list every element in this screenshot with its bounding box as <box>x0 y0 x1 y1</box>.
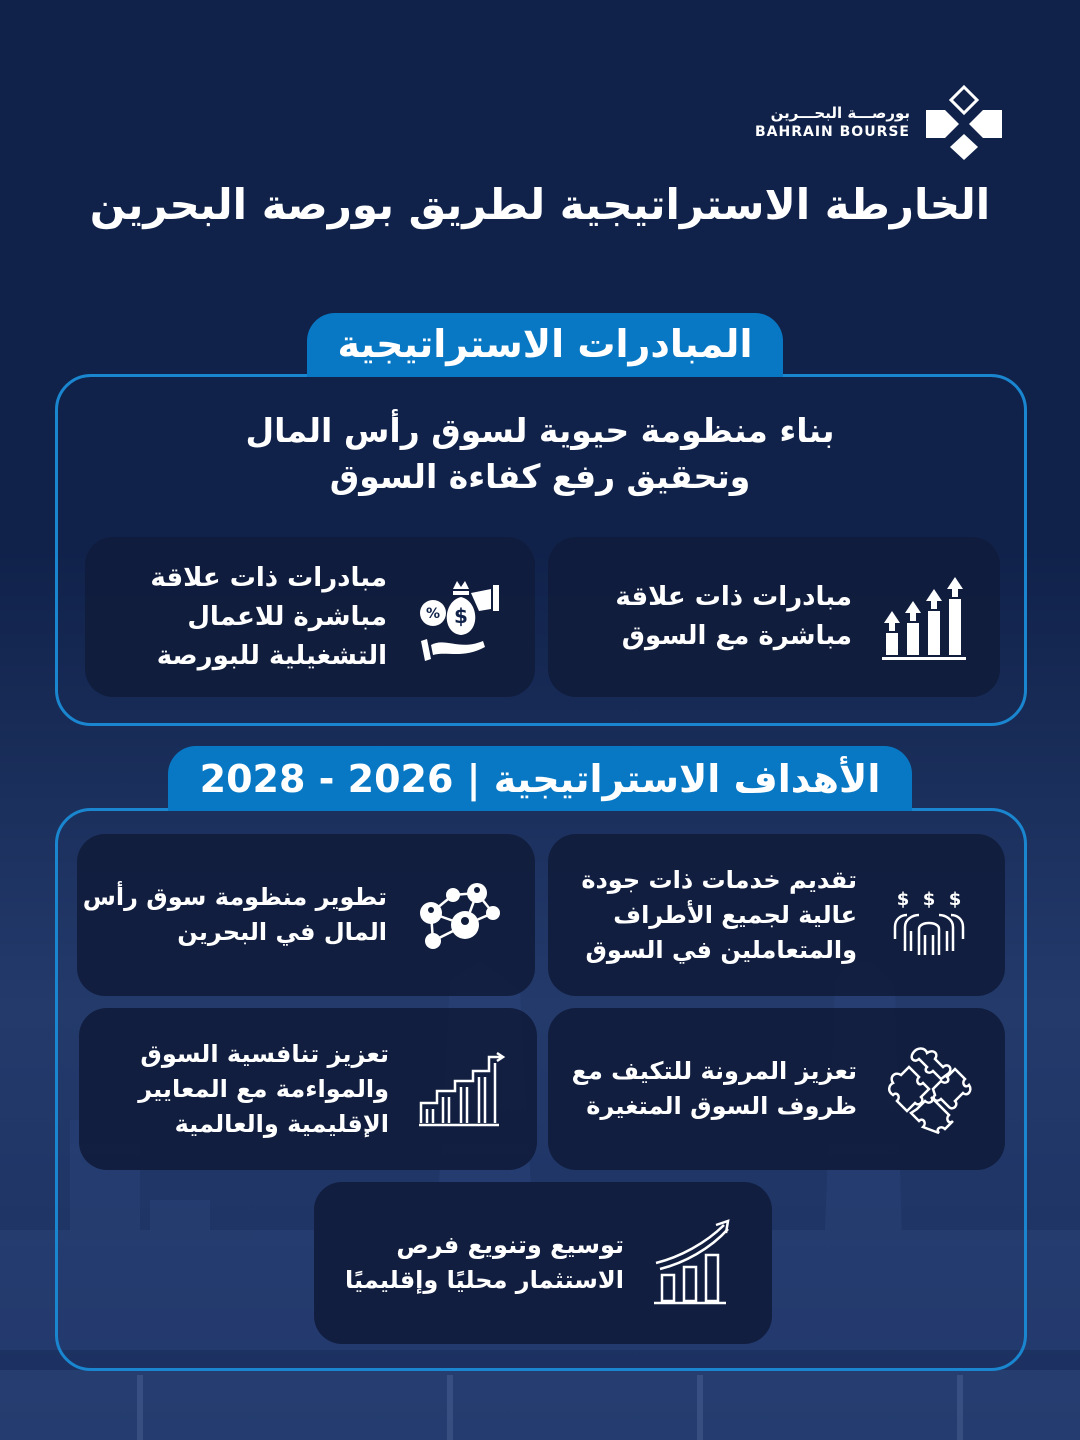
investors-dollar-icon <box>883 869 975 961</box>
initiatives-lead-statement <box>60 408 1020 500</box>
goal-card-investment-opportunities <box>314 1182 772 1344</box>
goal-card-text <box>572 1054 857 1124</box>
goal-card-text <box>138 1037 389 1142</box>
growth-bars-arrows-icon <box>878 571 970 663</box>
card-line: عالية لجميع الأطراف <box>613 900 857 929</box>
goal-card-develop-ecosystem <box>77 834 535 996</box>
card-line: مبادرات ذات علاقة <box>615 582 852 612</box>
card-line: ظروف السوق المتغيرة <box>586 1092 857 1120</box>
card-line: مبادرات ذات علاقة <box>150 562 387 593</box>
card-line: تعزيز المرونة للتكيف مع <box>571 1057 857 1085</box>
initiative-card-market <box>548 537 1000 697</box>
bahrain-bourse-logo <box>754 84 1005 162</box>
initiatives-tab-label: المبادرات الاستراتيجية <box>307 313 783 377</box>
card-line: المال في البحرين <box>177 918 387 946</box>
card-line: تعزيز تنافسية السوق <box>140 1039 389 1068</box>
rising-chart-arrow-icon <box>650 1217 742 1309</box>
card-line: مباشرة للاعمال <box>187 601 387 632</box>
page-title: الخارطة الاستراتيجية لطريق بورصة البحرين <box>89 180 991 229</box>
goal-card-resilience <box>548 1008 1005 1170</box>
initiative-card-operations <box>85 537 535 697</box>
money-bag-hand-icon <box>413 571 505 663</box>
logo-text-english: BAHRAIN BOURSE <box>754 124 910 140</box>
logo-text-arabic: بورصـــة البحـــرين <box>770 104 910 122</box>
card-line: والمتعاملين في السوق <box>585 935 857 964</box>
card-line: مباشرة مع السوق <box>621 621 852 651</box>
card-line: تطوير منظومة سوق رأس <box>82 883 387 911</box>
svg-text:$: $ <box>454 604 468 628</box>
goal-card-text <box>581 863 857 968</box>
lead-line-1: بناء منظومة حيوية لسوق رأس المال <box>245 411 835 450</box>
card-line: التشغيلية للبورصة <box>156 640 387 671</box>
lead-line-2: وتحقيق رفع كفاءة السوق <box>329 457 751 496</box>
svg-text:$: $ <box>896 889 910 910</box>
goals-tab-label: الأهداف الاستراتيجية | 2026 - 2028 <box>168 746 912 811</box>
initiative-card-text <box>615 578 852 656</box>
goal-card-text <box>83 880 387 950</box>
puzzle-pieces-icon <box>883 1043 975 1135</box>
card-line: الإقليمية والعالمية <box>174 1109 389 1138</box>
stepped-bar-chart-icon <box>415 1043 507 1135</box>
card-line: الاستثمار محليًا وإقليميًا <box>344 1266 624 1294</box>
goal-card-quality-services <box>548 834 1005 996</box>
svg-text:$: $ <box>922 889 936 910</box>
card-line: تقديم خدمات ذات جودة <box>581 865 857 894</box>
goal-card-competitiveness <box>79 1008 537 1170</box>
card-line: والمواءمة مع المعايير <box>138 1074 389 1103</box>
bahrain-bourse-diamond-logo-icon <box>923 84 1005 162</box>
card-line: توسيع وتنويع فرص <box>396 1231 624 1259</box>
goal-card-text <box>345 1228 624 1298</box>
initiative-card-text <box>150 559 387 676</box>
network-people-icon <box>413 869 505 961</box>
svg-text:%: % <box>425 606 441 622</box>
svg-text:$: $ <box>948 889 962 910</box>
